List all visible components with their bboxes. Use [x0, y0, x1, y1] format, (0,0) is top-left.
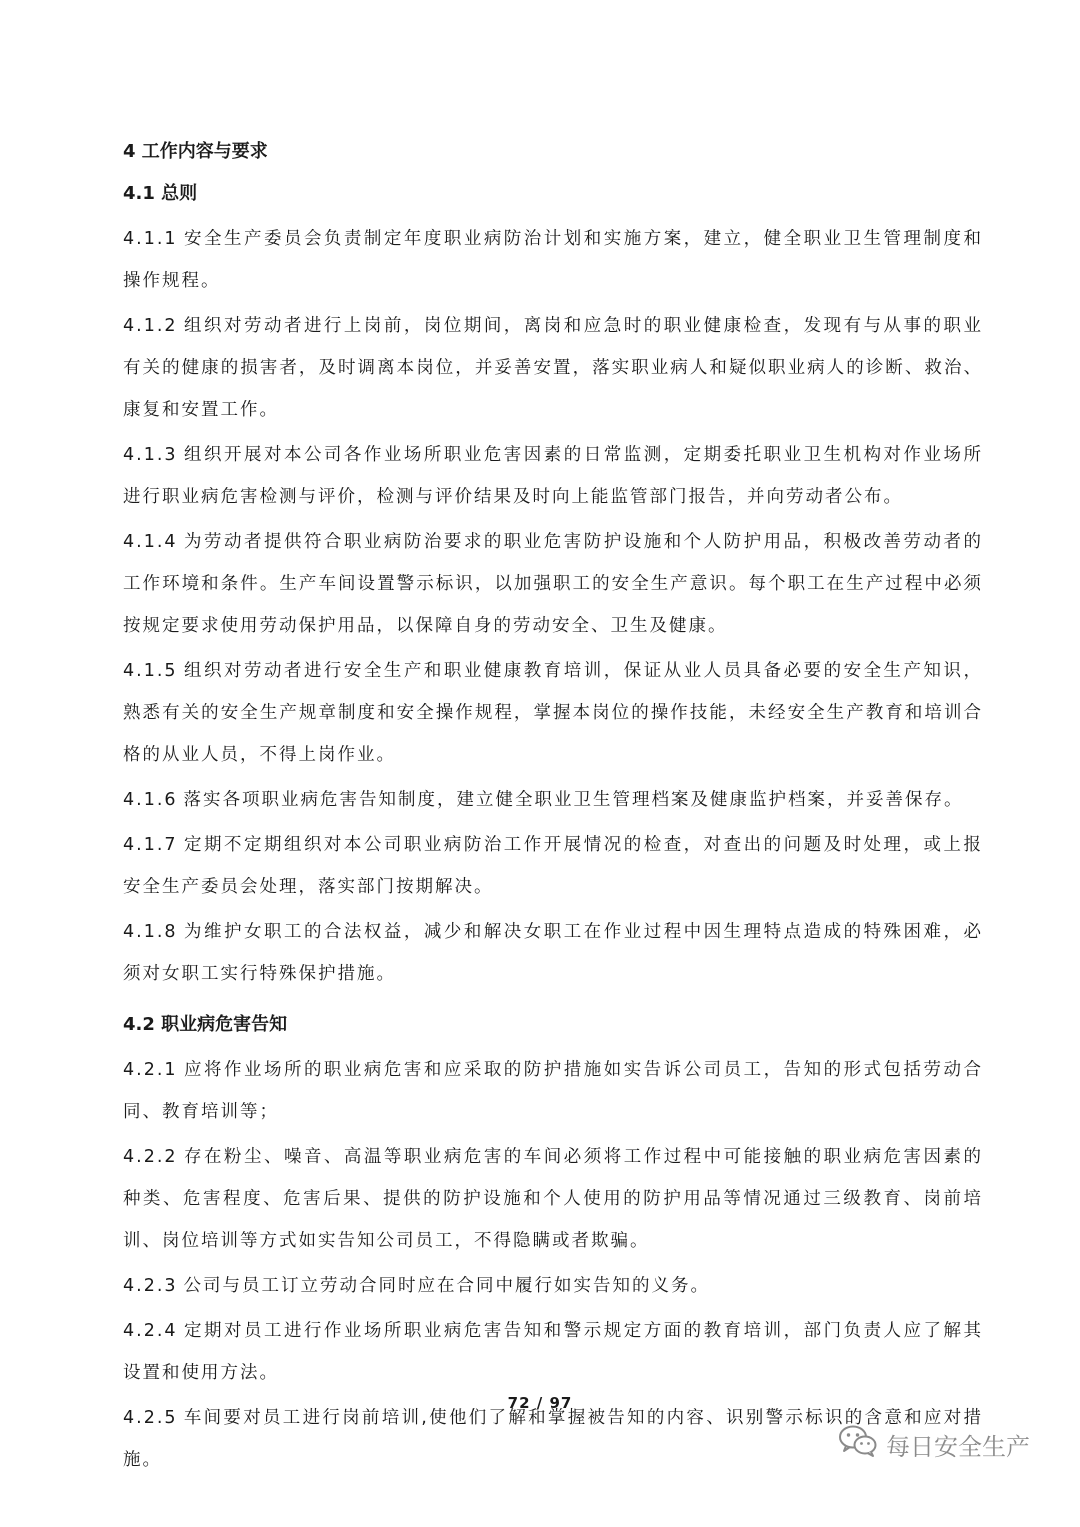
clause-text: 组织对劳动者进行上岗前，岗位期间，离岗和应急时的职业健康检查，发现有与从事的职业有关的健康的损害者，及时调离本岗位，并妥善安置，落实职业病人和疑似职业病人的诊断、救治、康复和安置工作。 [123, 316, 983, 420]
clause-paragraph [123, 1310, 983, 1394]
clause-number: 4.1.2 [123, 316, 178, 336]
clause-number: 4.1.3 [123, 445, 178, 465]
clause-number: 4.1.1 [123, 229, 178, 249]
clause-text: 存在粉尘、噪音、高温等职业病危害的车间必须将工作过程中可能接触的职业病危害因素的种类、危害程度、危害后果、提供的防护设施和个人使用的防护用品等情况通过三级教育、岗前培训、岗位培训等方式如实告知公司员工，不得隐瞒或者欺骗。 [123, 1147, 983, 1251]
clause-number: 4.1.8 [123, 922, 178, 942]
clause-paragraph [123, 1136, 983, 1262]
clause-paragraph [123, 779, 983, 821]
clause-text: 定期对员工进行作业场所职业病危害告知和警示规定方面的教育培训，部门负责人应了解其设置和使用方法。 [123, 1321, 983, 1383]
clause-text: 应将作业场所的职业病危害和应采取的防护措施如实告诉公司员工，告知的形式包括劳动合同、教育培训等； [123, 1060, 983, 1122]
watermark-text: 每日安全生产 [886, 1432, 1030, 1461]
clause-number: 4.1.5 [123, 661, 178, 681]
clause-number: 4.1.4 [123, 532, 178, 552]
clause-text: 为劳动者提供符合职业病防治要求的职业危害防护设施和个人防护用品，积极改善劳动者的工作环境和条件。生产车间设置警示标识，以加强职工的安全生产意识。每个职工在生产过程中必须按规定要求使用劳动保护用品，以保障自身的劳动安全、卫生及健康。 [123, 532, 983, 636]
clause-text: 组织开展对本公司各作业场所职业危害因素的日常监测，定期委托职业卫生机构对作业场所进行职业病危害检测与评价，检测与评价结果及时向上能监管部门报告，并向劳动者公布。 [123, 445, 983, 507]
clause-number: 4.2.3 [123, 1276, 178, 1296]
clause-text: 车间要对员工进行岗前培训,使他们了解和掌握被告知的内容、识别警示标识的含意和应对措施。 [123, 1408, 983, 1470]
clause-text: 落实各项职业病危害告知制度，建立健全职业卫生管理档案及健康监护档案，并妥善保存。 [183, 790, 964, 810]
clause-paragraph [123, 521, 983, 647]
document-body [123, 132, 983, 1481]
clause-text: 安全生产委员会负责制定年度职业病防治计划和实施方案，建立，健全职业卫生管理制度和操作规程。 [123, 229, 983, 291]
section-title: 4 工作内容与要求 [123, 141, 268, 162]
page-number: 72 / 97 [507, 1394, 573, 1412]
clause-text: 组织对劳动者进行安全生产和职业健康教育培训，保证从业人员具备必要的安全生产知识，熟悉有关的安全生产规章制度和安全操作规程，掌握本岗位的操作技能，未经安全生产教育和培训合格的从业人员，不得上岗作业。 [123, 661, 983, 765]
clause-number: 4.2.4 [123, 1321, 178, 1341]
clause-number: 4.2.5 [123, 1408, 178, 1428]
clause-text: 定期不定期组织对本公司职业病防治工作开展情况的检查，对查出的问题及时处理，或上报安全生产委员会处理，落实部门按期解决。 [123, 835, 983, 897]
clause-paragraph [123, 434, 983, 518]
clause-paragraph [123, 650, 983, 776]
clause-paragraph [123, 1265, 983, 1307]
subsection-title: 4.1 总则 [123, 183, 198, 204]
clause-paragraph [123, 218, 983, 302]
clause-paragraph [123, 911, 983, 995]
clause-paragraph [123, 305, 983, 431]
clause-paragraph [123, 824, 983, 908]
clause-text: 公司与员工订立劳动合同时应在合同中履行如实告知的义务。 [183, 1276, 711, 1296]
wechat-icon [838, 1424, 886, 1464]
watermark [838, 1426, 1030, 1462]
clause-number: 4.1.7 [123, 835, 178, 855]
clause-paragraph [123, 1049, 983, 1133]
clause-number: 4.2.1 [123, 1060, 178, 1080]
subsection-title: 4.2 职业病危害告知 [123, 1014, 288, 1035]
clause-text: 为维护女职工的合法权益，减少和解决女职工在作业过程中因生理特点造成的特殊困难，必须对女职工实行特殊保护措施。 [123, 922, 983, 984]
clause-number: 4.1.6 [123, 790, 178, 810]
clause-number: 4.2.2 [123, 1147, 178, 1167]
